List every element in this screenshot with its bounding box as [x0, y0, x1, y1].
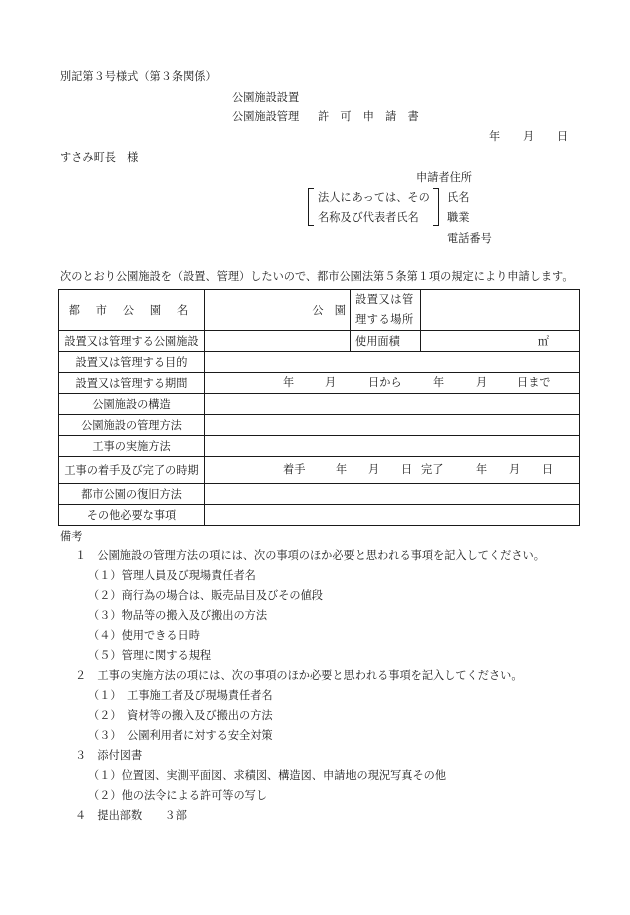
- facility-cell[interactable]: [205, 331, 351, 352]
- structure-label: 公園施設の構造: [59, 394, 205, 415]
- document-title: 許 可 申 請 書: [318, 110, 419, 123]
- phone-label: 電話番号: [447, 232, 492, 245]
- note-3: ３ 添付図書: [75, 749, 143, 762]
- table-row: [59, 457, 580, 484]
- purpose-label: 設置又は管理する目的: [59, 352, 205, 373]
- date-year-label: 年: [489, 130, 501, 143]
- application-table: [58, 289, 580, 526]
- work-start-month: 月: [368, 463, 380, 476]
- place-label-line-1: 設置又は管: [355, 293, 414, 306]
- note-2-item-1: （１） 工事施工者及び現場責任者名: [88, 689, 273, 702]
- title-line-2: 公園施設管理: [232, 110, 300, 123]
- area-unit: ㎡: [537, 335, 549, 348]
- table-row: [59, 415, 580, 436]
- other-label: その他必要な事項: [59, 505, 205, 526]
- note-1-item-1: （１）管理人員及び現場責任者名: [88, 569, 256, 582]
- structure-cell[interactable]: [205, 394, 580, 415]
- period-month: 月: [325, 376, 337, 389]
- park-name-label: 都 市 公 園 名: [59, 290, 205, 331]
- addressee: すさみ町長 様: [60, 151, 139, 164]
- restore-label: 都市公園の復旧方法: [59, 484, 205, 505]
- table-row: [59, 394, 580, 415]
- park-name-cell[interactable]: [205, 290, 351, 331]
- date-day-label: 日: [557, 130, 569, 143]
- facility-label: 設置又は管理する公園施設: [59, 331, 205, 352]
- work-method-cell[interactable]: [205, 436, 580, 457]
- purpose-cell[interactable]: [205, 352, 580, 373]
- note-3-item-2: （２）他の法令による許可等の写し: [88, 789, 268, 802]
- right-bracket: [433, 188, 439, 226]
- name-label: 氏名: [447, 191, 470, 204]
- place-label: [351, 290, 421, 331]
- work-complete-month: 月: [509, 463, 521, 476]
- work-method-label: 工事の実施方法: [59, 436, 205, 457]
- work-start: 着手: [283, 463, 306, 476]
- note-3-item-1: （１）位置図、実測平面図、求積図、構造図、申請地の現況写真その他: [88, 769, 447, 782]
- work-start-year: 年: [336, 463, 348, 476]
- note-1-item-3: （３）物品等の搬入及び搬出の方法: [88, 609, 268, 622]
- corp-note-line-1: 法人にあっては、その: [318, 191, 430, 204]
- period-from: 日から: [368, 376, 402, 389]
- period-until: 日まで: [517, 376, 551, 389]
- date-month-label: 月: [523, 130, 535, 143]
- period-label: 設置又は管理する期間: [59, 373, 205, 394]
- place-cell[interactable]: [421, 290, 580, 331]
- note-2: ２ 工事の実施方法の項には、次の事項のほか必要と思われる事項を記入してください。: [75, 669, 523, 682]
- note-2-item-3: （３） 公園利用者に対する安全対策: [88, 729, 273, 742]
- note-1: １ 公園施設の管理方法の項には、次の事項のほか必要と思われる事項を記入してください。: [75, 549, 545, 562]
- management-label: 公園施設の管理方法: [59, 415, 205, 436]
- table-row: [59, 505, 580, 526]
- place-label-line-2: 理する場所: [355, 313, 414, 326]
- occupation-label: 職業: [447, 211, 470, 224]
- left-bracket: [308, 188, 314, 226]
- area-cell[interactable]: [421, 331, 580, 352]
- notes-heading: 備考: [60, 530, 83, 543]
- title-line-1: 公園施設設置: [232, 91, 300, 104]
- area-label: 使用面積: [351, 331, 421, 352]
- work-complete-year: 年: [476, 463, 488, 476]
- corp-note-line-2: 名称及び代表者氏名: [318, 211, 419, 224]
- table-row: [59, 484, 580, 505]
- note-1-item-2: （２）商行為の場合は、販売品目及びその値段: [88, 589, 323, 602]
- work-complete-day: 日: [542, 463, 554, 476]
- restore-cell[interactable]: [205, 484, 580, 505]
- park-suffix: 公 園: [312, 304, 346, 317]
- period-month-2: 月: [476, 376, 488, 389]
- other-cell[interactable]: [205, 505, 580, 526]
- work-start-day: 日: [401, 463, 413, 476]
- table-row: [59, 352, 580, 373]
- table-row: [59, 373, 580, 394]
- work-period-cell[interactable]: [205, 457, 580, 484]
- note-1-item-4: （４）使用できる日時: [88, 629, 200, 642]
- work-complete: 完了: [421, 463, 444, 476]
- work-period-label: 工事の着手及び完了の時期: [59, 457, 205, 484]
- period-year: 年: [283, 376, 295, 389]
- period-year-2: 年: [433, 376, 445, 389]
- note-2-item-2: （２） 資材等の搬入及び搬出の方法: [88, 709, 273, 722]
- note-4: ４ 提出部数 ３部: [75, 809, 187, 822]
- note-1-item-5: （５）管理に関する規程: [88, 649, 212, 662]
- form-number: 別記第３号様式（第３条関係）: [60, 70, 217, 83]
- table-row: [59, 331, 580, 352]
- table-row: [59, 290, 580, 331]
- management-cell[interactable]: [205, 415, 580, 436]
- intro-text: 次のとおり公園施設を（設置、管理）したいので、都市公園法第５条第１項の規定により申請します。: [60, 270, 574, 283]
- table-row: [59, 436, 580, 457]
- period-cell[interactable]: [205, 373, 580, 394]
- applicant-address-label: 申請者住所: [416, 171, 472, 184]
